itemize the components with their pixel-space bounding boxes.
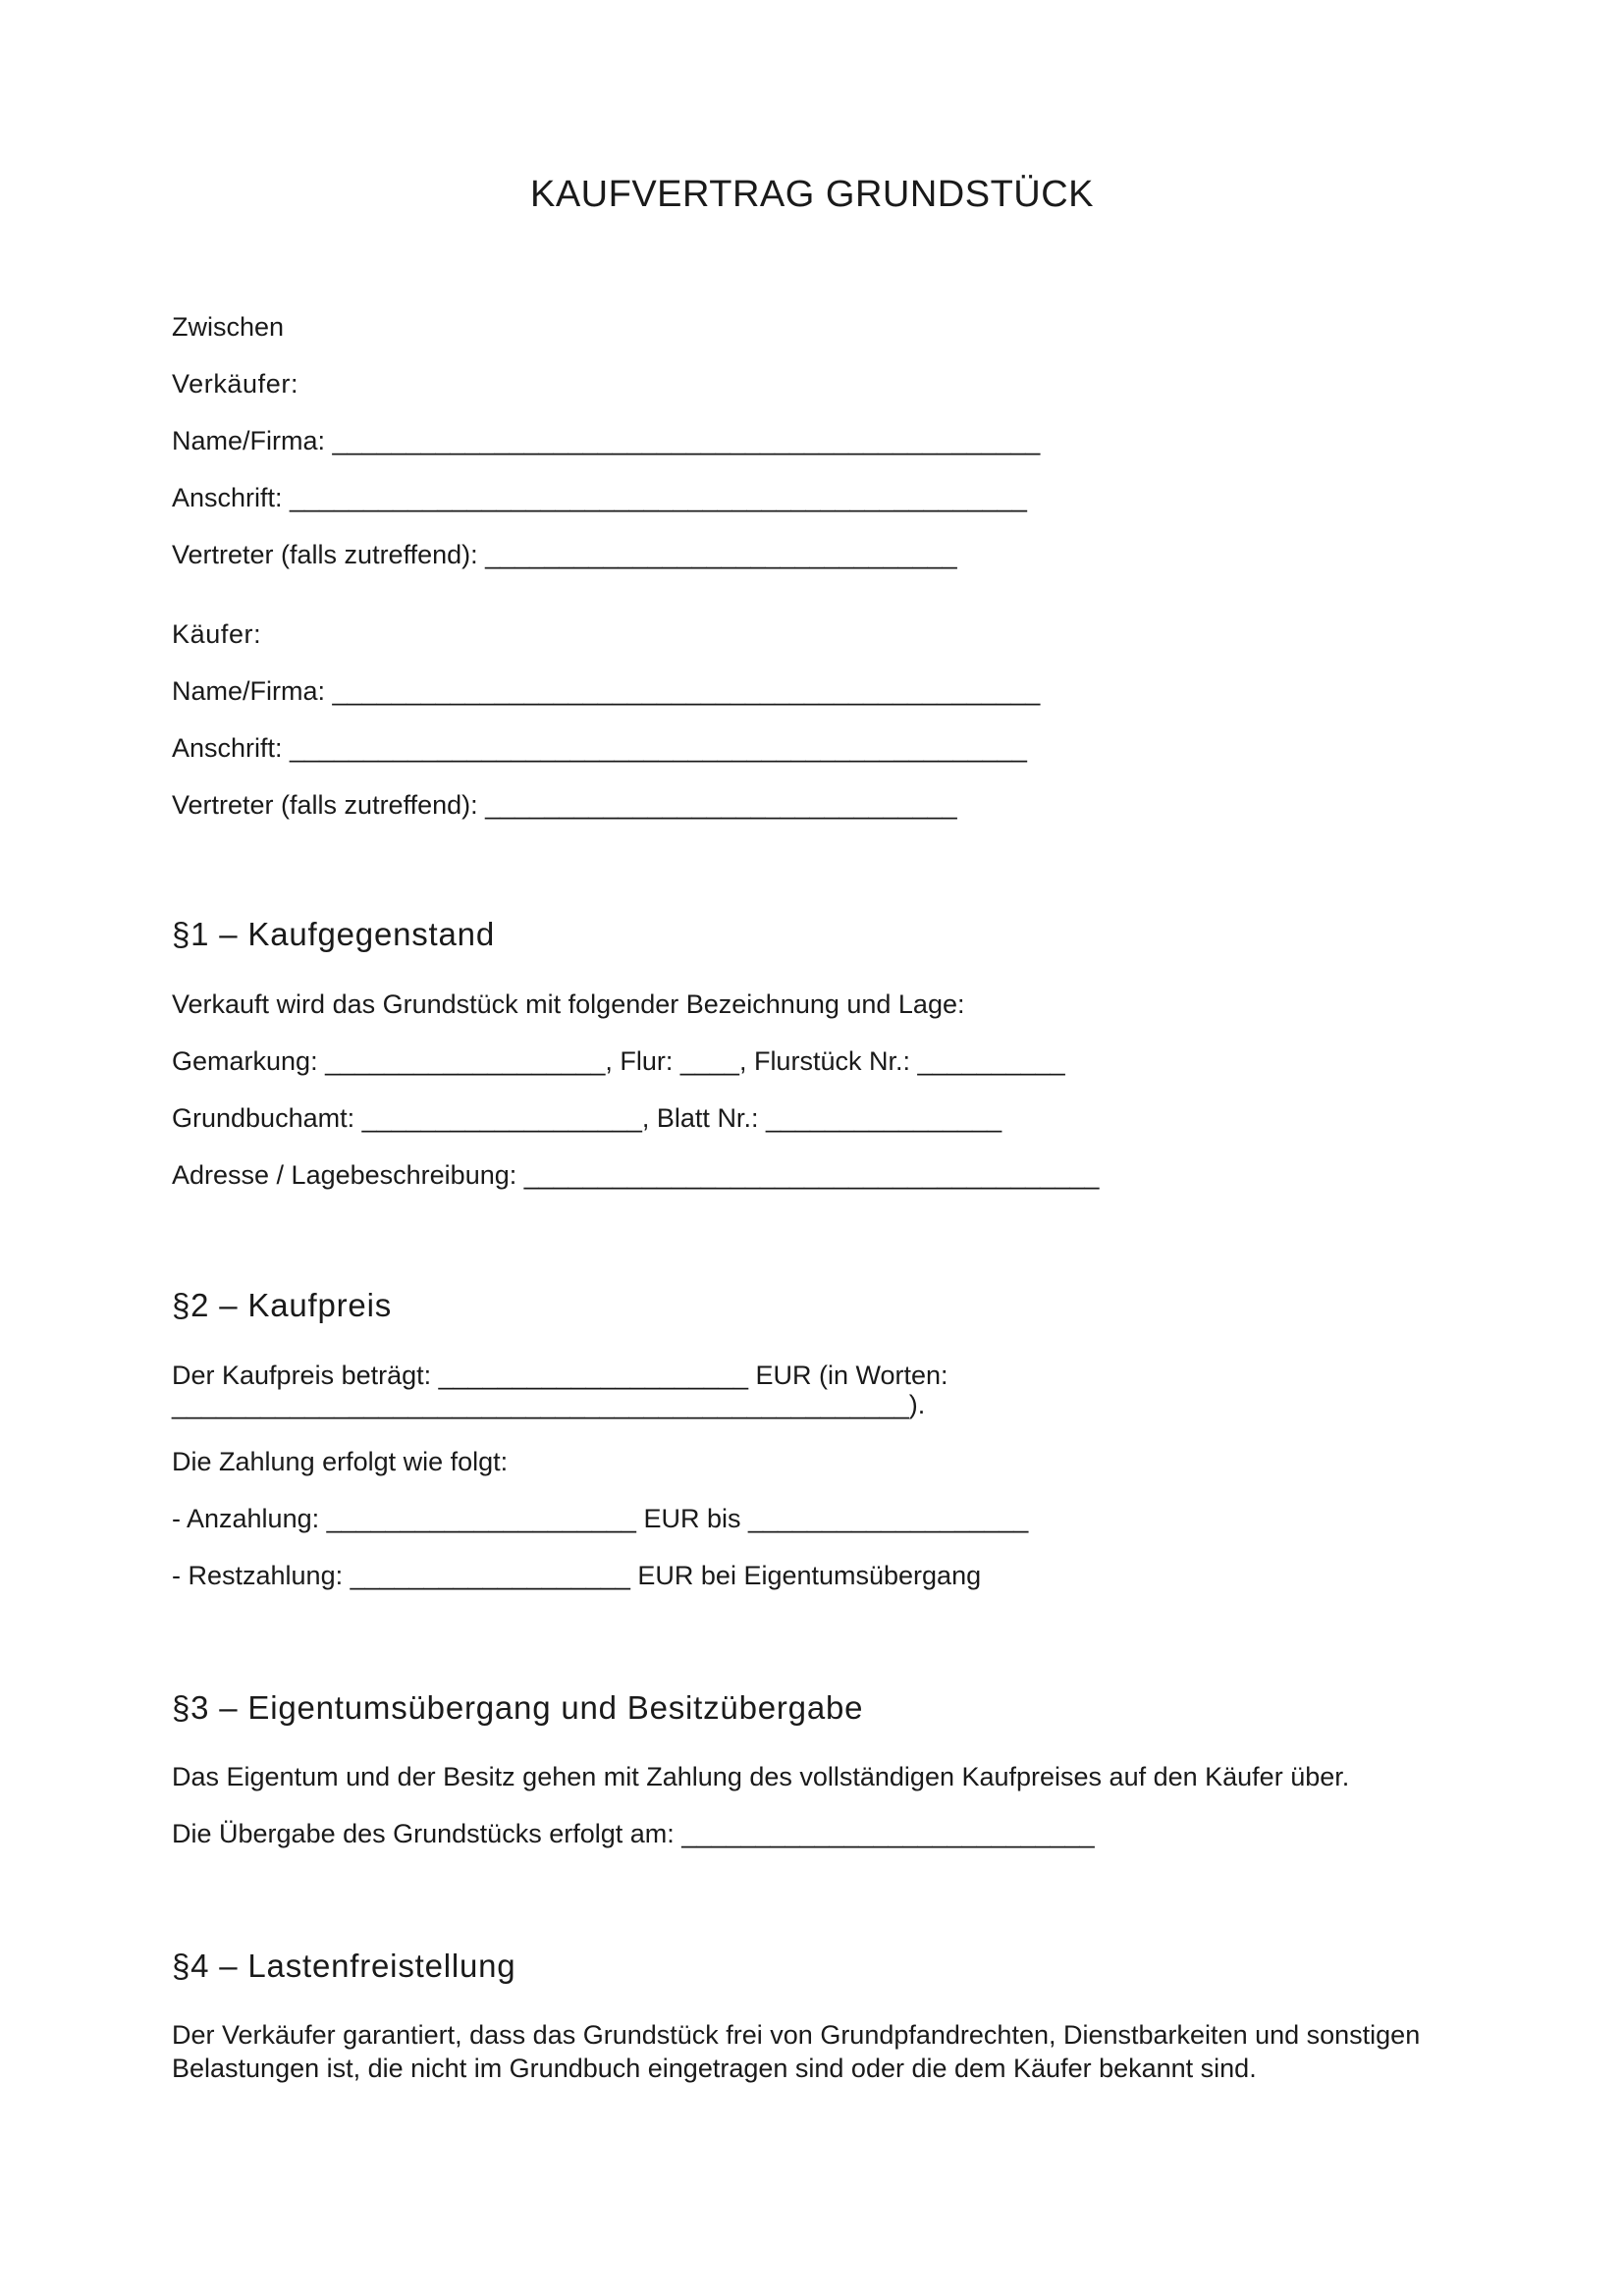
- section-2-line: Der Kaufpreis beträgt: _____________________ EUR (in Worten:: [172, 1361, 948, 1390]
- seller-address-field: Anschrift: __________________________________________________: [172, 483, 1027, 512]
- section-1-line: Adresse / Lagebeschreibung: _______________________________________: [172, 1160, 1100, 1190]
- section-2-line: Die Zahlung erfolgt wie folgt:: [172, 1447, 509, 1476]
- section-3-line: Das Eigentum und der Besitz gehen mit Zahlung des vollständigen Kaufpreises auf den Käufer über.: [172, 1762, 1350, 1791]
- section-2-line: - Restzahlung: ___________________ EUR bei Eigentumsübergang: [172, 1561, 982, 1590]
- seller-label: Verkäufer:: [172, 369, 299, 399]
- section-3-line: Die Übergabe des Grundstücks erfolgt am: ____________________________: [172, 1819, 1095, 1848]
- section-2-line: __________________________________________________).: [172, 1390, 926, 1419]
- document-title: KAUFVERTRAG GRUNDSTÜCK: [529, 174, 1095, 215]
- section-4-line: Der Verkäufer garantiert, dass das Grundstück frei von Grundpfandrechten, Dienstbarkeiten und sonstigen: [172, 2020, 1421, 2050]
- section-2-heading: §2 – Kaufpreis: [172, 1287, 393, 1323]
- buyer-representative-field: Vertreter (falls zutreffend): ________________________________: [172, 790, 957, 820]
- section-1-line: Gemarkung: ___________________, Flur: ____, Flurstück Nr.: __________: [172, 1046, 1065, 1076]
- buyer-name-field: Name/Firma: ________________________________________________: [172, 676, 1041, 706]
- seller-name-field: Name/Firma: ________________________________________________: [172, 426, 1041, 455]
- section-3-heading: §3 – Eigentumsübergang und Besitzübergabe: [172, 1689, 864, 1726]
- seller-representative-field: Vertreter (falls zutreffend): ________________________________: [172, 540, 957, 569]
- section-4-heading: §4 – Lastenfreistellung: [172, 1948, 516, 1984]
- section-1-heading: §1 – Kaufgegenstand: [172, 916, 495, 952]
- parties-intro: Zwischen: [172, 312, 285, 342]
- buyer-label: Käufer:: [172, 619, 262, 649]
- buyer-address-field: Anschrift: __________________________________________________: [172, 733, 1027, 763]
- section-1-line: Verkauft wird das Grundstück mit folgender Bezeichnung und Lage:: [172, 989, 965, 1019]
- section-1-line: Grundbuchamt: ___________________, Blatt Nr.: ________________: [172, 1103, 1002, 1133]
- section-4-line: Belastungen ist, die nicht im Grundbuch eingetragen sind oder die dem Käufer bekannt sind.: [172, 2054, 1257, 2083]
- section-2-line: - Anzahlung: _____________________ EUR bis ___________________: [172, 1504, 1029, 1533]
